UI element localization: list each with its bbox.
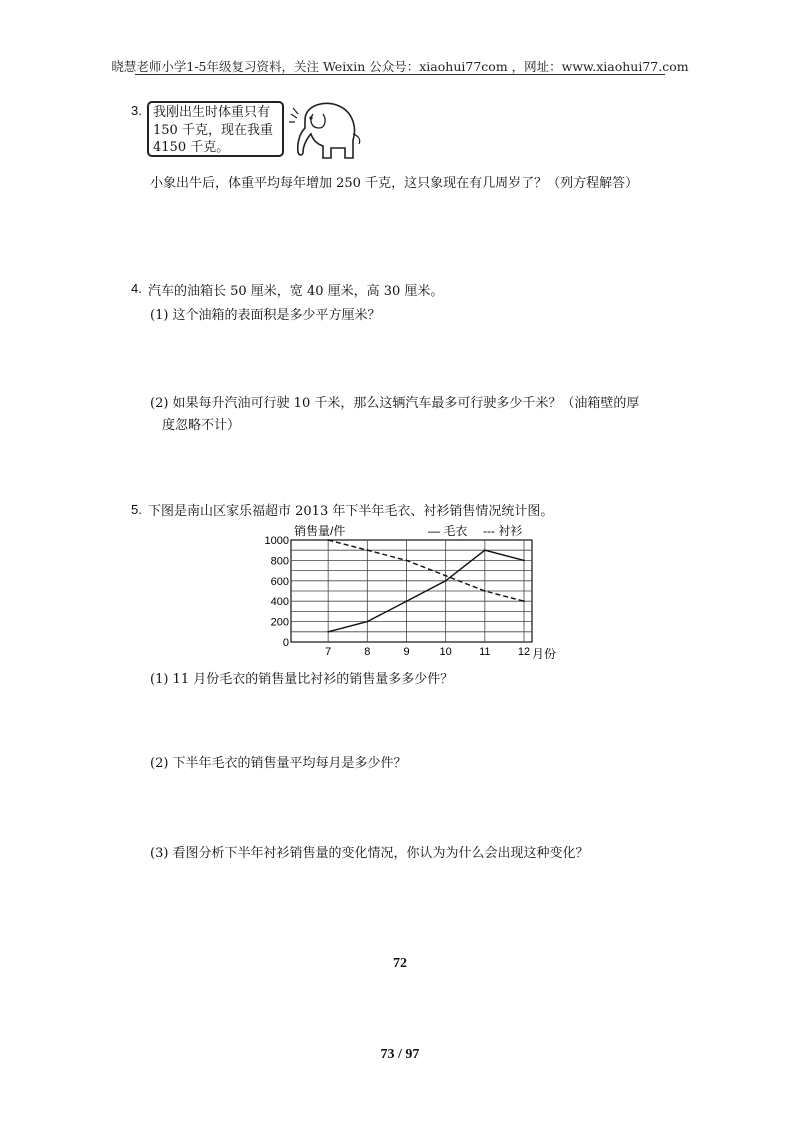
chart-ylabel: 销售量/件 — [294, 524, 346, 538]
chart-x-tick-label: 8 — [364, 646, 371, 658]
chart-x-tick-label: 9 — [403, 646, 410, 658]
q5-sub1: (1) 11 月份毛衣的销售量比衬衫的销售量多多少件？ — [150, 672, 454, 687]
chart-y-ticks — [265, 535, 289, 649]
q4-sub1: (1) 这个油箱的表面积是多少平方厘米？ — [150, 308, 381, 323]
chart-point — [327, 631, 329, 633]
chart-y-tick-label: 0 — [282, 637, 289, 649]
q4-sub2-line1: (2) 如果每升汽油可行驶 10 千米，那么这辆汽车最多可行驶多少千米？（油箱壁的厚 — [150, 396, 640, 411]
chart-x-tick-label: 11 — [479, 646, 491, 658]
chart-y-tick-label: 800 — [270, 555, 289, 568]
q4-number: 4. — [131, 281, 142, 296]
chart-y-tick-label: 200 — [270, 616, 289, 629]
chart-point — [366, 621, 368, 623]
chart-point — [484, 549, 486, 551]
chart-x-tick-label: 7 — [325, 646, 332, 658]
chart-point — [406, 560, 408, 562]
chart-point — [327, 539, 329, 541]
q5-sub3: (3) 看图分析下半年衬衫销售量的变化情况，你认为为什么会出现这种变化？ — [150, 846, 589, 861]
q5-sub2: (2) 下半年毛衣的销售量平均每月是多少件？ — [150, 756, 407, 771]
chart-point — [406, 600, 408, 602]
chart-point — [523, 560, 525, 562]
chart-y-tick-label: 600 — [270, 575, 289, 588]
chart-point — [484, 590, 486, 592]
header-divider — [135, 74, 665, 75]
chart-point — [366, 549, 368, 551]
q4-text: 汽车的油箱长 50 厘米，宽 40 厘米，高 30 厘米。 — [148, 284, 444, 299]
chart-point — [445, 575, 447, 577]
chart-y-tick-label: 1000 — [264, 535, 289, 547]
q3-speech-line: 4150 千克。 — [153, 140, 230, 155]
chart-x-tick-label: 12 — [517, 646, 531, 658]
page-count: 73 / 97 — [380, 1047, 420, 1062]
chart-x-tick-label: 10 — [439, 646, 452, 658]
page-header: 晓慧老师小学1-5年级复习资料，关注 Weixin 公众号：xiaohui77com ，网址：www.xiaohui77.com — [111, 59, 689, 74]
elephant-illustration — [283, 94, 363, 166]
chart-xlabel: 月份 — [532, 647, 557, 661]
legend-sweater: — 毛衣 — [428, 524, 468, 538]
sales-line-chart — [264, 518, 570, 668]
chart-series — [327, 531, 525, 633]
legend-shirt: --- 衬衫 — [483, 524, 523, 538]
q5-number: 5. — [131, 502, 142, 517]
chart-y-tick-label: 400 — [270, 596, 289, 609]
chart-point — [523, 600, 525, 602]
q3-speech-line: 150 千克，现在我重 — [153, 122, 273, 138]
q3-speech-line: 我刚出生时体重只有 — [153, 105, 271, 120]
q5-text: 下图是南山区家乐福超市 2013 年下半年毛衣、衬衫销售情况统计图。 — [148, 504, 554, 519]
chart-grid — [291, 540, 532, 642]
q3-number: 3. — [131, 103, 142, 118]
chart-x-ticks — [325, 646, 530, 658]
q3-text: 小象出牛后，体重平均每年增加 250 千克，这只象现在有几周岁了？（列方程解答） — [150, 176, 639, 191]
q4-sub2-line2: 度忽略不计） — [162, 418, 241, 433]
q3-speech-bubble — [147, 101, 284, 157]
chart-point — [445, 580, 447, 582]
page-number: 72 — [393, 956, 407, 971]
